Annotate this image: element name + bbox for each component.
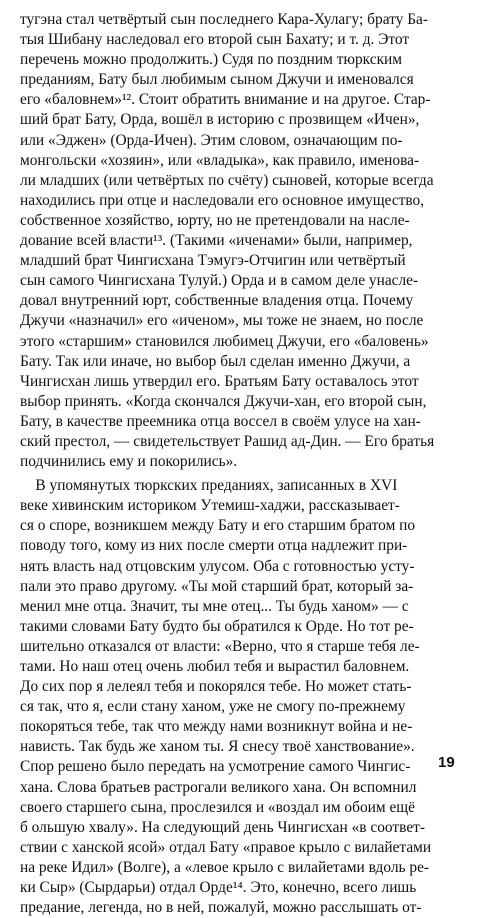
text-line: Спор решено было передать на усмотрение самого Чингис- (20, 758, 411, 776)
text-line: предание, легенда, но в ней, пожалуй, можно расслышать от- (20, 899, 422, 917)
paragraph (20, 10, 470, 472)
text-line: этого «старшим» становился любимец Джучи, его «баловень» (20, 332, 429, 350)
text-line: своего старшего сына, прослезился и «воздал им обоим ещё (20, 798, 415, 816)
text-line: тами. Но наш отец очень любил тебя и вырастил баловнем. (20, 658, 410, 675)
text-line: тугэна стал четвёртый сын последнего Кара-Хулагу; брату Ба- (20, 11, 428, 28)
text-line: пали это право другому. «Ты мой старший брат, который за- (20, 577, 414, 595)
text-line: Чингисхан лишь утвердил его. Братьям Бату оставалось этот (20, 372, 419, 390)
text-line: подчинились ему и покорились». (20, 453, 238, 471)
text-line: поводу того, кому из них после смерти отца надлежит при- (20, 537, 408, 555)
text-line: нависть. Так будь же ханом ты. Я снесу твоё ханствование». (20, 738, 415, 756)
text-line: хана. Слова братьев растрогали великого хана. Он вспомнил (20, 778, 417, 796)
text-line: ся так, что я, если стану ханом, уже не смогу по-прежнему (20, 698, 406, 716)
text-line: или «Эджен» (Орда-Ичен). Этим словом, означающим по- (20, 131, 403, 149)
text-line: его «баловнем»¹². Стоит обратить внимание и на другое. Стар- (20, 91, 431, 109)
text-line: Бату. Так или иначе, но выбор был сделан именно Джучи, а (20, 352, 411, 370)
text-line: ся о споре, возникшем между Бату и его старшим братом по (20, 517, 416, 535)
text-line: б ольшую хвалу». На следующий день Чингисхан «в соответ- (20, 818, 426, 836)
text-line: покоряться тебе, так что между нами возникнут война и не- (20, 718, 413, 736)
text-line: на реке Идил» (Волге), а «левое крыло с вилайетами вдоль ре- (20, 858, 430, 876)
paragraph (20, 476, 470, 918)
text-line: В упомянутых тюркских преданиях, записанных в XVI (20, 477, 398, 495)
text-line: менил мне отца. Значит, ты мне отец... Ты будь ханом» — с (20, 597, 409, 615)
text-line: веке хивинским историком Утемиш-хаджи, рассказывает- (20, 497, 400, 515)
text-line: довал внутренний юрт, собственные владения отца. Почему (20, 292, 414, 310)
text-line: преданиям, Бату был любимым сыном Джучи и именовался (20, 71, 414, 89)
text-line: ки Сыр» (Сырдарьи) отдал Орде¹⁴. Это, конечно, всего лишь (20, 879, 417, 897)
text-line: ший брат Бату, Орда, вошёл в историю с прозвищем «Ичен», (20, 111, 420, 129)
text-line: собственное хозяйство, юрту, но не претендовали на насле- (20, 211, 410, 229)
page-number: 19 (438, 754, 455, 771)
text-line: шительно отказался от власти: «Верно, что я старше тебя ле- (20, 637, 420, 655)
text-line: ствии с ханской ясой» отдал Бату «правое крыло с вилайетами (20, 838, 432, 856)
text-line: сын самого Чингисхана Тулуй.) Орда и в самом деле унасле- (20, 272, 419, 290)
text-line: дование всей власти¹³. (Такими «иченами» были, например, (20, 232, 413, 250)
text-line: монгольски «хозяин», или «владыка», как правило, именова- (20, 151, 420, 169)
text-line: такими словами Бату будто бы обратился к Орде. Но тот ре- (20, 617, 414, 635)
text-line: находились при отце и наследовали его основное имущество, (20, 191, 425, 209)
text-line: нять власть над отцовским улусом. Оба с готовностью усту- (20, 557, 415, 575)
text-line: ский престол, — свидетельствует Рашид ад-Дин. — Его братья (20, 432, 435, 450)
text-line: До сих пор я лелеял тебя и покорялся тебе. Но может стать- (20, 678, 412, 696)
book-page (20, 10, 470, 917)
body-text (20, 10, 470, 918)
text-line: Джучи «назначил» его «иченом», мы тоже не знаем, но после (20, 312, 424, 330)
text-line: выбор принять. «Когда скончался Джучи-хан, его второй сын, (20, 392, 427, 410)
text-line: перечень можно продолжить.) Судя по поздним тюркским (20, 51, 403, 69)
text-line: тыя Шибану наследовал его второй сын Бахату; и т. д. Этот (20, 31, 410, 49)
text-line: ли младших (или четвёртых по счёту) сыновей, которые всегда (20, 171, 434, 189)
text-line: младший брат Чингисхана Тэмугэ-Отчигин или четвёртый (20, 252, 406, 270)
text-line: Бату, в качестве преемника отца воссел в своём улусе на хан- (20, 412, 421, 430)
